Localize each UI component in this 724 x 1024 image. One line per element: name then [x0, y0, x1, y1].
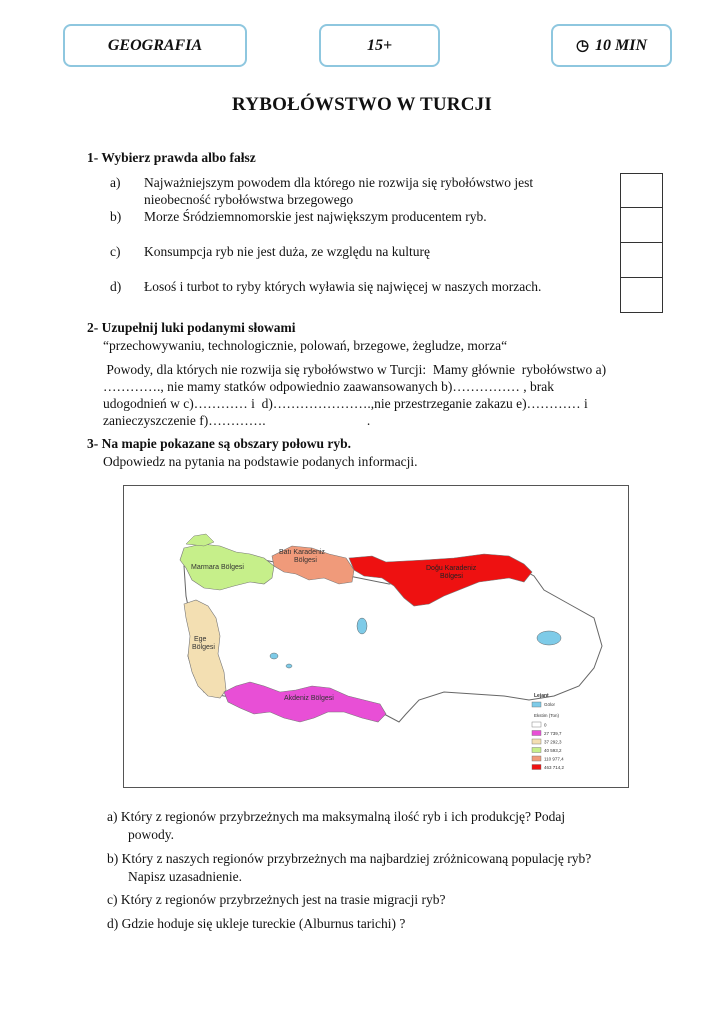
q1-item-label: b) — [110, 209, 122, 224]
q1-item-a-line1: Najważniejszym powodem dla którego nie rozwija się rybołówstwo jest — [144, 175, 534, 190]
q3-sub-a-line1: a) Który z regionów przybrzeżnych ma maksymalną ilość ryb i ich produkcję? Podaj — [107, 809, 566, 824]
q1-item-text — [144, 174, 614, 208]
legend-entry-label: 37 292,3 — [544, 739, 562, 745]
time-label: 10 MIN — [595, 36, 648, 54]
fishing-regions-map — [123, 485, 629, 788]
q1-item-label: d) — [110, 279, 122, 294]
answer-box-a[interactable] — [620, 173, 663, 208]
q3-sub-c: c) Który z regionów przybrzeżnych jest na trasie migracji ryb? — [107, 892, 446, 907]
q1-heading: 1- Wybierz prawda albo fałsz — [87, 150, 256, 165]
q1-item-a-line2: nieobecność rybołówstwa brzegowego — [144, 192, 354, 207]
label-dogu-2: Bölgesi — [440, 573, 463, 580]
label-bati-2: Bölgesi — [294, 557, 317, 564]
lake-small-icon — [270, 653, 278, 659]
legend-entry-label: 40 593,2 — [544, 748, 562, 753]
q3-sub-a-line2: powody. — [128, 827, 174, 842]
label-ege-2: Bölgesi — [192, 644, 215, 651]
legend-entry-label: 27 739,7 — [544, 731, 562, 736]
legend-subtitle: Ekstim (Ton) — [534, 713, 560, 718]
q3-sub-b-line1: b) Który z naszych regionów przybrzeżnych ma najbardziej zróżnicowaną populację ryb? — [107, 851, 592, 866]
legend-swatch — [532, 739, 541, 744]
label-akdeniz: Akdeniz Bölgesi — [284, 695, 334, 702]
answer-box-d[interactable] — [620, 278, 663, 313]
q1-item-label: c) — [110, 244, 121, 259]
q1-item-label: a) — [110, 175, 121, 190]
q2-paragraph-line: Powody, dla których nie rozwija się rybołówstwo w Turcji: Mamy głównie rybołówstwo a) — [103, 362, 607, 377]
q1-item-text: Łosoś i turbot to ryby których wyławia się najwięcej w naszych morzach. — [144, 279, 542, 294]
legend-swatch — [532, 731, 541, 736]
age-badge — [319, 24, 440, 67]
legend-entry-label: 0 — [544, 722, 547, 728]
legend-title: Lejant — [534, 693, 549, 699]
lake-tuz-icon — [357, 618, 367, 634]
legend-entry-label: 110 977,4 — [544, 756, 564, 762]
q2-paragraph-line: …………., nie mamy statków odpowiednio zaawansowanych b)…………… , brak — [103, 379, 555, 394]
region-marmara-islet — [186, 534, 214, 546]
time-badge — [551, 24, 672, 67]
label-bati: Batı Karadeniz — [279, 549, 325, 556]
q2-paragraph-line: zanieczyszczenie f)…………. . — [103, 413, 371, 428]
legend-lake-label: Gölor — [544, 702, 556, 707]
true-false-answer-boxes — [620, 173, 663, 313]
legend-swatch — [532, 722, 541, 727]
answer-box-b[interactable] — [620, 208, 663, 243]
q3-sub-d: d) Gdzie hoduje się ukleje tureckie (Alburnus tarichi) ? — [107, 916, 406, 931]
page-title: RYBOŁÓWSTWO W TURCJI — [232, 94, 492, 115]
q3-sub-b-line2: Napisz uzasadnienie. — [128, 869, 242, 884]
label-dogu: Doğu Karadeniz — [426, 565, 477, 572]
lake-van-icon — [537, 631, 561, 645]
q1-item-text: Morze Śródziemnomorskie jest największym producentem ryb. — [144, 209, 487, 224]
legend-swatch — [532, 756, 541, 761]
age-label: 15+ — [366, 36, 393, 54]
lake-small-icon — [286, 664, 292, 668]
subject-label: GEOGRAFIA — [107, 36, 203, 54]
q3-heading: 3- Na mapie pokazane są obszary połowu ryb. — [87, 436, 352, 451]
q1-item-text: Konsumpcja ryb nie jest duża, ze względu na kulturę — [144, 244, 431, 259]
label-ege: Ege — [194, 636, 207, 643]
map-legend — [532, 693, 565, 770]
legend-entry-label: 463 714,2 — [544, 765, 565, 770]
clock-icon: ◷ — [575, 38, 590, 54]
legend-swatch — [532, 748, 541, 753]
q2-word-bank: “przechowywaniu, technologicznie, polowań, brzegowe, żegludze, morza“ — [103, 338, 508, 353]
q3-instruction: Odpowiedz na pytania na podstawie podanych informacji. — [103, 454, 418, 469]
legend-lake-swatch — [532, 702, 541, 707]
q2-heading: 2- Uzupełnij luki podanymi słowami — [87, 320, 296, 335]
subject-badge — [63, 24, 247, 67]
label-marmara: Marmara Bölgesi — [191, 564, 244, 571]
legend-swatch — [532, 765, 541, 770]
answer-box-c[interactable] — [620, 243, 663, 278]
q2-paragraph-line: udogodnień w c)………… i d)………………….,nie przestrzeganie zakazu e)………… i — [103, 396, 588, 411]
